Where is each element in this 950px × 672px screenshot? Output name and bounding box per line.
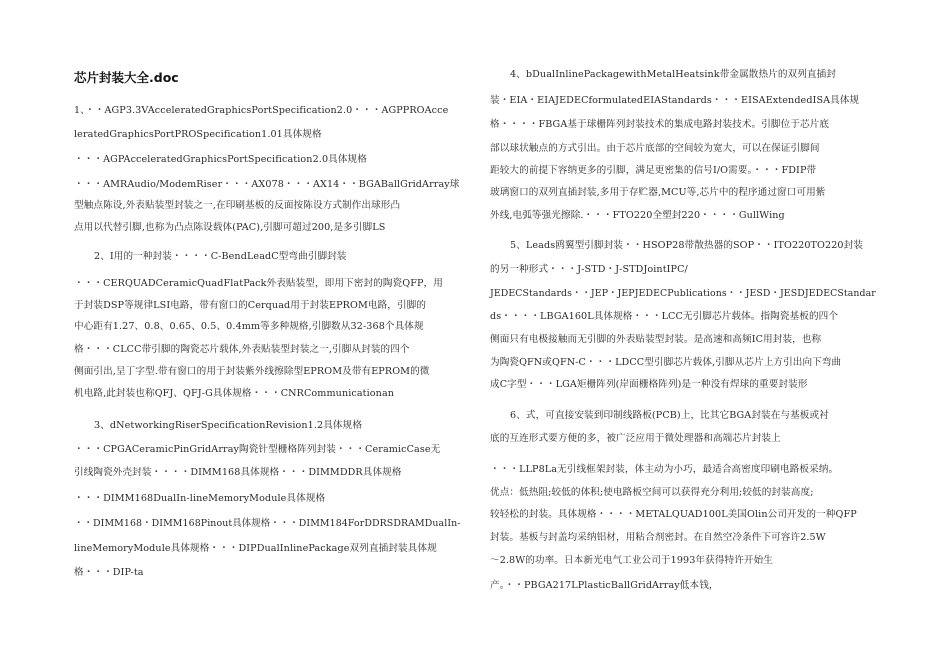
- text-line: ・・・DIMM168DualIn-lineMemoryModule具体规格: [74, 493, 326, 504]
- text-line: 距较大的前提下容纳更多的引脚，满足更密集的信号I/O需要。・・・FDIP带: [490, 165, 817, 176]
- text-line: ・・・AMRAudio/ModemRiser・・・AX078・・・AX14・・BGABallGridArray球: [74, 179, 460, 190]
- text-line: 引线陶瓷外壳封装・・・・DIMM168具体规格・・・DIMMDDR具体规格: [74, 467, 402, 478]
- text-line: ds・・・・LBGA160L具体规格・・・LCC无引脚芯片载体。指陶瓷基板的四个: [490, 311, 839, 322]
- text-line: 玻璃窗口的双列直插封装,多用于存贮器,MCU等,芯片中的程序通过窗口可用紫: [490, 187, 826, 198]
- text-line: 中心距有1.27、0.8、0.65、0.5、0.4mm等多种规格,引脚数从32-368个具体规: [74, 321, 424, 332]
- text-line: 为陶瓷QFN或QFN-C・・・LDCC型引脚芯片载体,引脚从芯片上方引出向下弯曲: [490, 357, 842, 368]
- text-line: 3、dNetworkingRiserSpecificationRevision1.2具体规格: [94, 420, 363, 431]
- text-line: 侧面只有电极接触而无引脚的外表贴装型封装。是高速和高频IC用封装，也称: [490, 334, 822, 345]
- text-line: 2、I用的一种封装・・・・C-BendLeadC型弯曲引脚封装: [94, 251, 347, 262]
- text-line: 4、bDualInlinePackagewithMetalHeatsink带金属散热片的双列直插封: [510, 69, 837, 80]
- text-line: 于封装DSP等规律LSI电路，带有窗口的Cerquad用于封装EPROM电路，引脚的: [74, 300, 427, 311]
- text-line: 成C字型・・・LGA矩栅阵列(岸面栅格阵列)是一种没有焊球的重要封装形: [490, 379, 808, 390]
- text-line: leratedGraphicsPortPROSpecification1.01具体规格: [74, 129, 322, 140]
- text-line: ・・DIMM168・DIMM168Pinout具体规格・・・DIMM184ForDDRSDRAMDualIn-: [74, 518, 461, 529]
- text-line: 格・・・DIP-ta: [74, 567, 144, 578]
- text-line: 产。・・PBGA217LPlasticBallGridArray低本钱，: [490, 580, 719, 591]
- text-line: 1、・・AGP3.3VAcceleratedGraphicsPortSpecification2.0・・・AGPPROAcce: [74, 105, 449, 116]
- text-line: 格・・・CLCC带引脚的陶瓷芯片载体,外表贴装型封装之一,引脚从封装的四个: [74, 344, 410, 355]
- text-line: ・・・AGPAcceleratedGraphicsPortSpecification2.0具体规格: [74, 154, 367, 165]
- text-line: 格・・・・FBGA基于球栅阵列封装技术的集成电路封装技术。引脚位于芯片底: [490, 119, 830, 130]
- text-line: 的另一种形式・・・J-STD・J-STDJointIPC/: [490, 264, 688, 275]
- text-line: 6、式，可直接安装到印制线路板(PCB)上，比其它BGA封装在与基板或衬: [510, 410, 829, 421]
- text-line: 机电路,此封装也称QFJ、QFJ-G具体规格・・・CNRCommunicationan: [74, 388, 395, 399]
- text-line: ・・・LLP8La无引线框架封装，体主动为小巧，最适合高密度印刷电路板采纳。: [490, 464, 839, 475]
- text-line: 部以球状触点的方式引出。由于芯片底部的空间较为宽大，可以在保证引脚间: [490, 143, 820, 154]
- text-line: 底的互连形式要方便的多，被广泛应用于微处理器和高端芯片封装上: [490, 433, 781, 444]
- document-title: 芯片封装大全.doc: [74, 70, 179, 85]
- text-line: 点用以代替引脚,也称为凸点陈设载体(PAC),引脚可超过200,是多引脚LS: [74, 222, 386, 233]
- text-line: lineMemoryModule具体规格・・・DIPDualInlinePackage双列直插封装具体规: [74, 543, 437, 554]
- text-line: 装・EIA・EIAJEDECformulatedEIAStandards・・・EISAExtendedISA具体规: [490, 95, 860, 106]
- text-line: 封装。基板与封盖均采纳铝材，用粘合剂密封。在自然空冷条件下可容许2.5W: [490, 532, 826, 543]
- text-line: 侧面引出,呈丁字型.带有窗口的用于封装紫外线擦除型EPROM及带有EPROM的微: [74, 366, 430, 377]
- text-line: 优点：低热阻;较低的体积;使电路板空间可以获得充分利用;较低的封装高度;: [490, 487, 814, 498]
- text-line: 型触点陈设,外表贴装型封装之一,在印刷基板的反面按陈设方式制作出球形凸: [74, 200, 401, 211]
- text-line: JEDECStandards・・JEP・JEPJEDECPublications・・JESD・JESDJEDECStandar: [490, 288, 876, 299]
- text-line: 较轻松的封装。具体规格・・・・METALQUAD100L美国Olin公司开发的一种QFP: [490, 509, 857, 520]
- text-line: ～2.8W的功率。日本新光电气工业公司于1993年获得特许开始生: [490, 555, 773, 566]
- text-line: 外线,电弧等强光擦除.・・・FTO220全塑封220・・・・GullWing: [490, 210, 785, 221]
- text-line: ・・・CERQUADCeramicQuadFlatPack外表贴装型，即用下密封的陶瓷QFP，用: [74, 278, 443, 289]
- text-line: ・・・CPGACeramicPinGridArray陶瓷针型栅格阵列封装・・・CeramicCase无: [74, 444, 441, 455]
- text-line: 5、Leads鸥翼型引脚封装・・HSOP28带散热器的SOP・・ITO220TO220封装: [510, 240, 864, 251]
